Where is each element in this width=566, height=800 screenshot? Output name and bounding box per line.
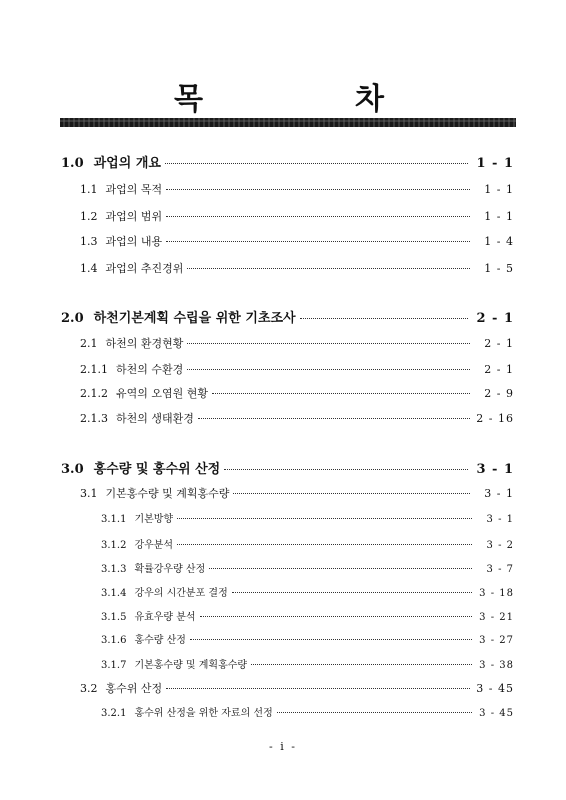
toc-entry-page: 3 - 1 xyxy=(486,514,514,525)
toc-entry-number: 3.1.2 xyxy=(101,540,127,551)
toc-entry xyxy=(80,680,514,696)
toc-entry xyxy=(80,208,514,224)
toc-entry-title: 과업의 범위 xyxy=(105,210,163,223)
toc-entry xyxy=(80,335,514,351)
toc-entry-page: 3 - 27 xyxy=(479,635,514,646)
toc-entry-title: 홍수량 산정 xyxy=(134,635,186,646)
toc-dot-leader xyxy=(187,343,470,344)
toc-dot-leader xyxy=(277,712,472,713)
toc-dot-leader xyxy=(165,163,468,164)
toc-entry-page: 2 - 1 xyxy=(484,363,514,376)
toc-entry-number: 3.0 xyxy=(61,462,84,477)
toc-entry-number: 2.1.1 xyxy=(80,363,108,376)
toc-entry-page: 3 - 21 xyxy=(479,612,514,623)
toc-entry-title: 과업의 개요 xyxy=(93,156,161,171)
toc-entry-title: 하천의 수환경 xyxy=(116,363,184,376)
toc-entry-page: 3 - 45 xyxy=(479,708,514,719)
page-title xyxy=(0,74,566,118)
toc-entry-page: 2 - 16 xyxy=(476,412,514,425)
toc-entry xyxy=(61,152,514,171)
toc-entry-page: 3 - 1 xyxy=(484,487,514,500)
toc-entry-number: 3.2 xyxy=(80,682,98,695)
title-part-2: 차 xyxy=(355,82,386,117)
toc-dot-leader xyxy=(166,189,470,190)
toc-dot-leader xyxy=(177,518,472,519)
toc-entry xyxy=(80,260,514,276)
toc-entry-title: 유효우량 분석 xyxy=(134,612,196,623)
toc-entry-title: 기본홍수량 및 계획홍수량 xyxy=(134,660,248,671)
toc-entry-number: 3.1.1 xyxy=(101,514,127,525)
toc-entry-number: 3.1.5 xyxy=(101,612,127,623)
toc-dot-leader xyxy=(251,664,472,665)
toc-entry-number: 2.0 xyxy=(61,311,84,326)
toc-entry-page: 3 - 1 xyxy=(476,462,514,477)
page-number-footer: - i - xyxy=(269,740,297,753)
toc-entry-page: 3 - 2 xyxy=(486,540,514,551)
toc-entry-number: 3.1 xyxy=(80,487,98,500)
toc-entry-title: 기본홍수량 및 계획홍수량 xyxy=(105,487,230,500)
toc-dot-leader xyxy=(166,241,470,242)
toc-entry-title: 홍수위 산정을 위한 자료의 선정 xyxy=(134,708,273,719)
toc-entry-title: 홍수량 및 홍수위 산정 xyxy=(93,462,221,477)
toc-dot-leader xyxy=(166,688,470,689)
toc-entry-number: 1.3 xyxy=(80,235,98,248)
toc-dot-leader xyxy=(166,216,470,217)
toc-dot-leader xyxy=(224,469,468,470)
toc-entry-page: 1 - 1 xyxy=(484,210,514,223)
toc-entry-title: 강우분석 xyxy=(134,540,174,551)
toc-entry-number: 3.1.7 xyxy=(101,660,127,671)
toc-entry-title: 과업의 내용 xyxy=(105,235,163,248)
toc-dot-leader xyxy=(200,616,472,617)
toc-entry-page: 2 - 9 xyxy=(484,387,514,400)
toc-entry-page: 1 - 5 xyxy=(484,262,514,275)
toc-entry xyxy=(80,410,514,426)
toc-dot-leader xyxy=(300,318,468,319)
title-divider-rule xyxy=(60,118,516,127)
toc-entry xyxy=(101,536,514,551)
toc-dot-leader xyxy=(187,268,470,269)
toc-entry-number: 3.2.1 xyxy=(101,708,127,719)
toc-entry-page: 3 - 38 xyxy=(479,660,514,671)
toc-entry-page: 1 - 1 xyxy=(476,156,514,171)
toc-entry-page: 1 - 1 xyxy=(484,183,514,196)
toc-entry-number: 1.2 xyxy=(80,210,98,223)
toc-entry-title: 과업의 추진경위 xyxy=(105,262,184,275)
toc-dot-leader xyxy=(190,639,472,640)
toc-entry xyxy=(80,361,514,377)
toc-entry-title: 하천의 생태환경 xyxy=(116,412,194,425)
toc-entry xyxy=(101,631,514,646)
toc-entry xyxy=(80,233,514,249)
toc-dot-leader xyxy=(177,544,472,545)
toc-dot-leader xyxy=(198,418,470,419)
toc-entry-page: 3 - 18 xyxy=(479,588,514,599)
toc-entry-title: 유역의 오염원 현황 xyxy=(116,387,209,400)
toc-dot-leader xyxy=(209,568,472,569)
toc-entry xyxy=(61,458,514,477)
toc-entry xyxy=(80,385,514,401)
toc-entry-title: 확률강우량 산정 xyxy=(134,564,206,575)
toc-entry xyxy=(101,560,514,575)
toc-entry-title: 하천기본계획 수립을 위한 기초조사 xyxy=(93,311,296,326)
toc-entry-page: 3 - 7 xyxy=(486,564,514,575)
toc-entry-number: 2.1.2 xyxy=(80,387,108,400)
toc-entry xyxy=(101,704,514,719)
toc-entry-number: 3.1.6 xyxy=(101,635,127,646)
toc-entry-number: 1.1 xyxy=(80,183,98,196)
toc-entry xyxy=(61,307,514,326)
toc-entry-page: 2 - 1 xyxy=(476,311,514,326)
toc-entry-title: 과업의 목적 xyxy=(105,183,163,196)
toc-entry-title: 홍수위 산정 xyxy=(105,682,163,695)
toc-entry xyxy=(80,181,514,197)
toc-entry xyxy=(101,510,514,525)
toc-dot-leader xyxy=(232,592,472,593)
toc-entry-number: 2.1.3 xyxy=(80,412,108,425)
toc-entry-number: 2.1 xyxy=(80,337,98,350)
toc-entry xyxy=(101,656,514,671)
toc-entry-number: 3.1.4 xyxy=(101,588,127,599)
toc-dot-leader xyxy=(212,393,470,394)
toc-entry-page: 3 - 45 xyxy=(476,682,514,695)
toc-dot-leader xyxy=(187,369,470,370)
toc-dot-leader xyxy=(233,493,470,494)
toc-entry-number: 1.4 xyxy=(80,262,98,275)
toc-entry-number: 1.0 xyxy=(61,156,84,171)
toc-entry-number: 3.1.3 xyxy=(101,564,127,575)
toc-entry xyxy=(101,584,514,599)
toc-entry-page: 1 - 4 xyxy=(484,235,514,248)
toc-entry-title: 기본방향 xyxy=(134,514,174,525)
toc-entry xyxy=(80,485,514,501)
title-part-1: 목 xyxy=(174,82,205,117)
toc-entry xyxy=(101,608,514,623)
toc-entry-page: 2 - 1 xyxy=(484,337,514,350)
toc-entry-title: 강우의 시간분포 결정 xyxy=(134,588,228,599)
toc-entry-title: 하천의 환경현황 xyxy=(105,337,184,350)
